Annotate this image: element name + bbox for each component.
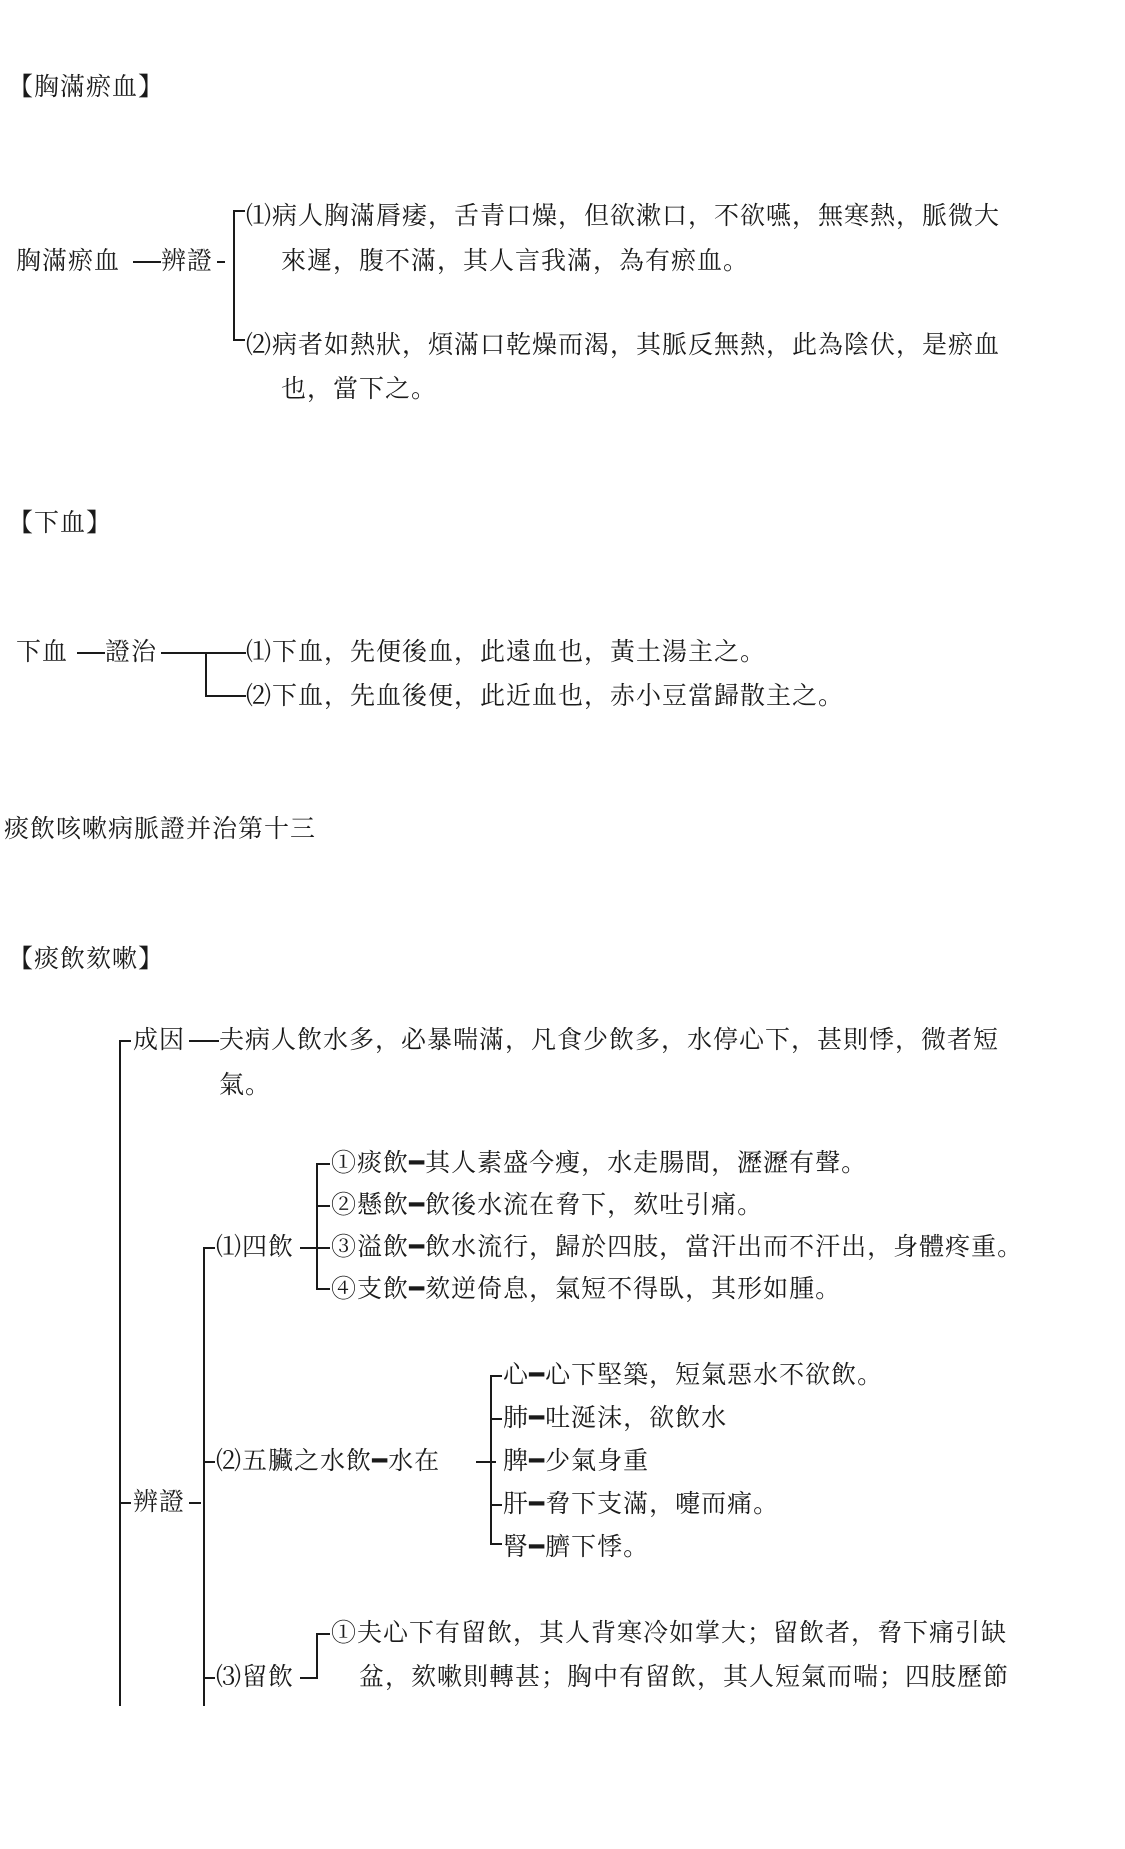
- section-heading-chest-fullness: 【胸滿瘀血】: [8, 72, 165, 101]
- dash-connector: ━: [529, 1403, 546, 1432]
- tree-connector: [77, 652, 105, 654]
- tree-root-label: 胸滿瘀血: [16, 246, 121, 275]
- stay-yin-label: ⑶留飲: [216, 1662, 295, 1691]
- cause-text-continuation: 氣。: [219, 1070, 272, 1099]
- tree-connector: [300, 1247, 330, 1249]
- stay-yin-item-continuation: 盆，欬嗽則轉甚；胸中有留飲，其人短氣而喘；四肢歷節: [359, 1662, 1010, 1691]
- branch-item: ⑵下血，先血後便，此近血也，赤小豆當歸散主之。: [246, 681, 845, 710]
- tree-connector: [316, 1633, 330, 1635]
- section-heading-lower-bleeding: 【下血】: [8, 508, 113, 537]
- tree-trunk: [119, 1040, 121, 1706]
- tree-connector: [476, 1461, 496, 1463]
- dash-connector: ━: [409, 1148, 426, 1177]
- tree-connector: [161, 652, 246, 654]
- tree-connector: [316, 1163, 330, 1165]
- tree-node-label: 辨證: [161, 246, 214, 275]
- tree-bracket: [233, 210, 235, 341]
- branch-item: ⑴下血，先便後血，此遠血也，黃土湯主之。: [246, 637, 767, 666]
- dash-connector: ━: [409, 1232, 426, 1261]
- dash-connector: ━: [372, 1446, 389, 1475]
- organ-item: 腎━臍下悸。: [503, 1532, 650, 1561]
- tree-connector: [205, 695, 246, 697]
- four-yin-label: ⑴四飲: [216, 1232, 295, 1261]
- tree-connector: [316, 1288, 330, 1290]
- tree-connector: [233, 210, 245, 212]
- tree-connector: [119, 1502, 131, 1504]
- branch-item: ⑴病人胸滿脣痿，舌青口燥，但欲漱口，不欲嚥，無寒熱，脈微大: [246, 201, 1001, 230]
- tree-bracket: [316, 1163, 318, 1288]
- tree-bracket: [490, 1375, 492, 1543]
- dash-connector: ━: [409, 1190, 426, 1219]
- dash-connector: ━: [409, 1274, 426, 1303]
- dash-connector: ━: [529, 1489, 546, 1518]
- four-yin-item: ②懸飲━飲後水流在脅下，欬吐引痛。: [331, 1190, 764, 1219]
- stay-yin-item: ①夫心下有留飲，其人背寒冷如掌大；留飲者，脅下痛引缺: [331, 1618, 1008, 1647]
- organ-item: 心━心下堅築，短氣惡水不欲飲。: [503, 1360, 884, 1389]
- branch-item-continuation: 來遲，腹不滿，其人言我滿，為有瘀血。: [281, 246, 750, 275]
- four-yin-item: ③溢飲━飲水流行，歸於四肢，當汗出而不汗出，身體疼重。: [331, 1232, 1024, 1261]
- tree-connector: [203, 1461, 215, 1463]
- tree-bracket: [205, 652, 207, 697]
- dash-connector: ━: [529, 1446, 546, 1475]
- tree-connector: [490, 1504, 502, 1506]
- branch-item: ⑵病者如熱狀，煩滿口乾燥而渴，其脈反無熱，此為陰伏，是瘀血: [246, 330, 1001, 359]
- tree-connector: [217, 261, 225, 263]
- tree-connector: [490, 1543, 502, 1545]
- tree-bracket: [316, 1633, 318, 1679]
- tree-bracket: [203, 1247, 205, 1706]
- section-heading-phlegm-cough: 【痰飲欬嗽】: [8, 944, 165, 973]
- tree-connector: [316, 1205, 330, 1207]
- tree-node-label: 辨證: [133, 1487, 186, 1516]
- tree-node-label: 證治: [105, 637, 158, 666]
- tree-connector: [233, 339, 245, 341]
- tree-connector: [490, 1418, 502, 1420]
- tree-connector: [203, 1247, 215, 1249]
- four-yin-item: ①痰飲━其人素盛今瘦，水走腸間，瀝瀝有聲。: [331, 1148, 868, 1177]
- tree-connector: [133, 261, 161, 263]
- cause-label: 成因: [133, 1025, 186, 1054]
- tree-connector: [189, 1502, 201, 1504]
- five-organs-label: ⑵五臟之水飲━水在: [216, 1446, 441, 1475]
- dash-connector: ━: [529, 1360, 546, 1389]
- branch-item-continuation: 也，當下之。: [281, 374, 438, 403]
- organ-item: 脾━少氣身重: [503, 1446, 650, 1475]
- tree-connector: [490, 1375, 502, 1377]
- organ-item: 肺━吐涎沫，欲飲水: [503, 1403, 728, 1432]
- dash-connector: ━: [529, 1532, 546, 1561]
- tree-connector: [119, 1040, 131, 1042]
- chapter-title: 痰飲咳嗽病脈證并治第十三: [4, 814, 317, 843]
- tree-connector: [300, 1677, 316, 1679]
- cause-text: 夫病人飲水多，必暴喘滿，凡食少飲多，水停心下，甚則悸，微者短: [219, 1025, 1000, 1054]
- four-yin-item: ④支飲━欬逆倚息，氣短不得臥，其形如腫。: [331, 1274, 842, 1303]
- tree-connector: [203, 1677, 215, 1679]
- tree-root-label: 下血: [16, 637, 69, 666]
- organ-item: 肝━脅下支滿，嚏而痛。: [503, 1489, 780, 1518]
- tree-connector: [189, 1040, 219, 1042]
